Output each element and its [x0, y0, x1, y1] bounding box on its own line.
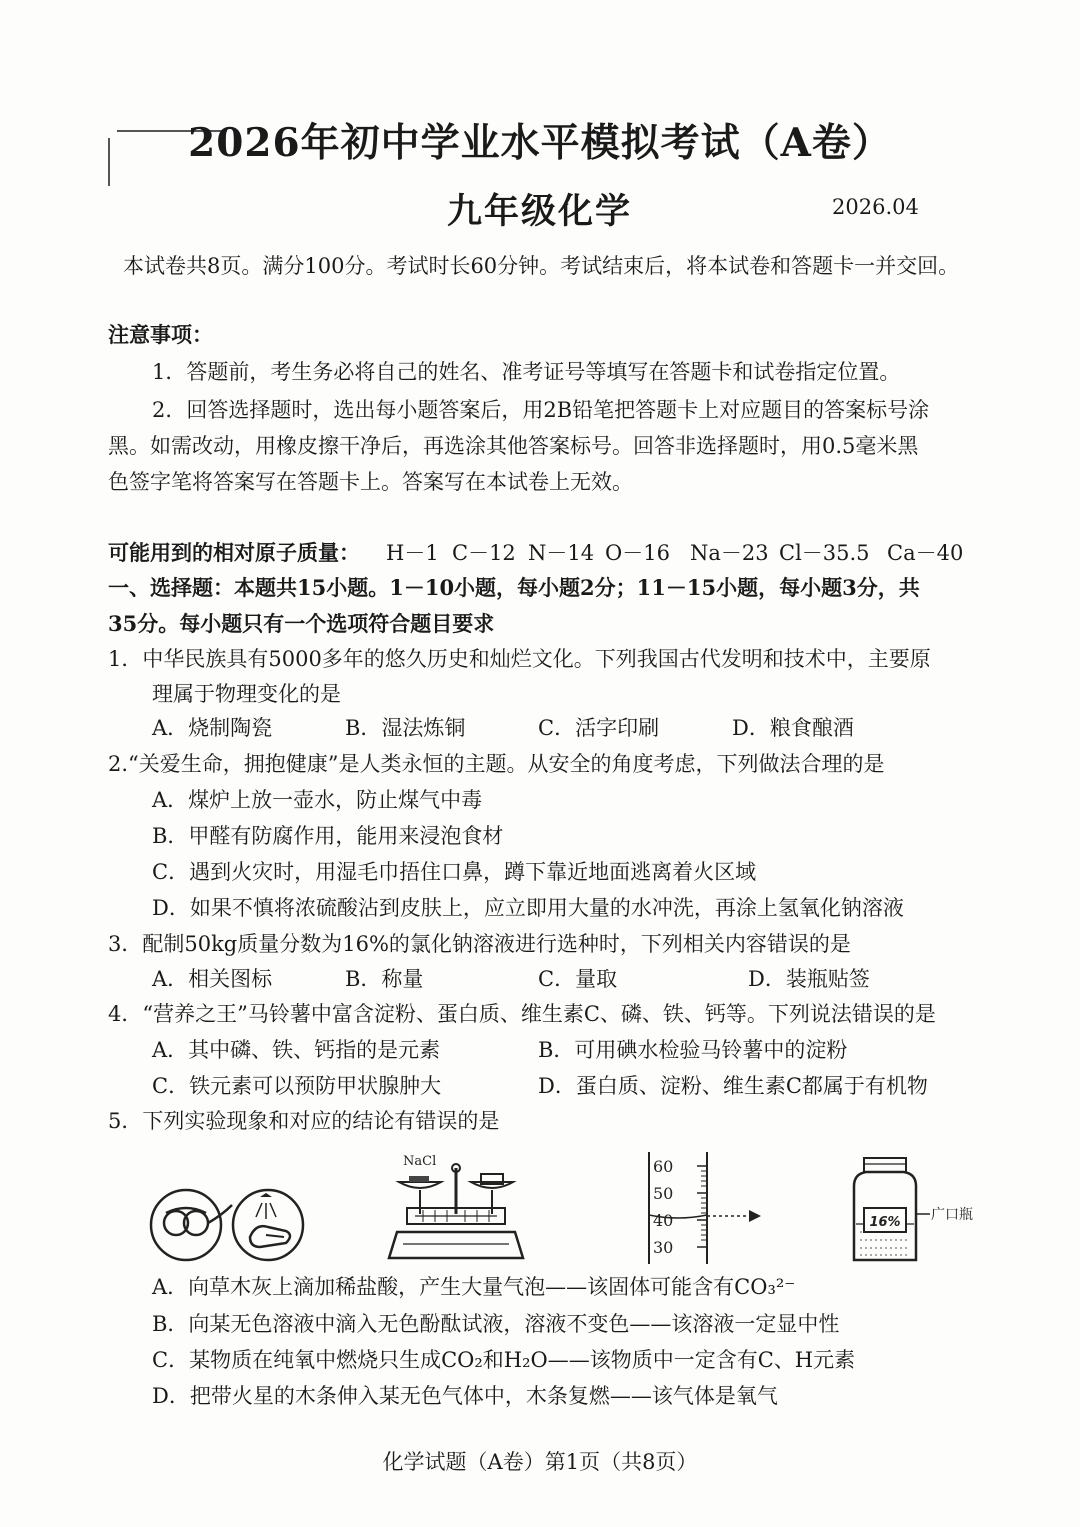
atomic-mass-c: C－12: [452, 541, 516, 565]
question-4-stem: 4．“营养之王”马铃薯中富含淀粉、蛋白质、维生素C、磷、铁、钙等。下列说法错误的是: [108, 1002, 936, 1026]
exam-title: 2026年初中学业水平模拟考试（A卷）: [188, 120, 892, 166]
question-2-stem: 2.“关爱生命，拥抱健康”是人类永恒的主题。从安全的角度考虑，下列做法合理的是: [108, 752, 885, 776]
question-3-option-c: C．量取: [538, 967, 618, 991]
question-1-stem-line-1: 1．中华民族具有5000多年的悠久历史和灿烂文化。下列我国古代发明和技术中，主要原: [108, 647, 931, 671]
section-1-heading-line-1: 一、选择题：本题共15小题。1－10小题，每小题2分；11－15小题，每小题3分，共: [108, 575, 920, 600]
question-1-option-d: D．粮食酿酒: [732, 716, 854, 740]
question-5-stem: 5．下列实验现象和对应的结论有错误的是: [108, 1109, 500, 1133]
question-5-option-c: C．某物质在纯氧中燃烧只生成CO₂和H₂O——该物质中一定含有C、H元素: [152, 1348, 856, 1372]
intro-text: 本试卷共8页。满分100分。考试时长60分钟。考试结束后，将本试卷和答题卡一并交回。: [123, 254, 960, 278]
question-4-option-a: A．其中磷、铁、钙指的是元素: [152, 1038, 441, 1062]
question-1-stem-line-2: 理属于物理变化的是: [152, 682, 341, 706]
atomic-mass-cl: Cl－35.5: [779, 541, 870, 565]
question-5-option-d: D．把带火星的木条伸入某无色气体中，木条复燃——该气体是氧气: [152, 1384, 778, 1408]
question-3-option-b: B．称量: [345, 967, 424, 991]
question-3-option-d: D．装瓶贴签: [748, 967, 870, 991]
question-2-option-a: A．煤炉上放一壶水，防止煤气中毒: [152, 788, 483, 812]
balance-icon: [389, 1164, 523, 1258]
question-4-option-d: D．蛋白质、淀粉、维生素C都属于有机物: [538, 1074, 928, 1098]
exam-date: 2026.04: [832, 195, 919, 219]
reagent-bottle-figure: [850, 1152, 980, 1270]
question-1-option-c: C．活字印刷: [538, 716, 660, 740]
cylinder-tick-50: 50: [653, 1184, 674, 1203]
question-4-option-c: C．铁元素可以预防甲状腺肿大: [152, 1074, 442, 1098]
question-4-option-b: B．可用碘水检验马铃薯中的淀粉: [538, 1038, 848, 1062]
question-2-option-d: D．如果不慎将浓硫酸沾到皮肤上，应立即用大量的水冲洗，再涂上氢氧化钠溶液: [152, 896, 904, 920]
atomic-mass-na: Na－23: [690, 541, 769, 565]
balance-nacl-label: NaCl: [403, 1154, 437, 1169]
atomic-mass-label: 可能用到的相对原子质量：: [108, 540, 360, 565]
question-5-option-a: A．向草木灰上滴加稀盐酸，产生大量气泡——该固体可能含有CO₃²⁻: [152, 1275, 796, 1299]
bottle-label-text: 16%: [869, 1215, 901, 1230]
note-item-2-line-2: 黑。如需改动，用橡皮擦干净后，再选涂其他答案标号。回答非选择题时，用0.5毫米黑: [108, 434, 919, 458]
hand-washing-icon: [233, 1190, 303, 1260]
atomic-mass-o: O－16: [605, 541, 670, 565]
notes-heading: 注意事项：: [108, 322, 213, 347]
note-item-1: 1．答题前，考生务必将自己的姓名、准考证号等填写在答题卡和试卷指定位置。: [152, 360, 901, 384]
question-2-option-c: C．遇到火灾时，用湿毛巾捂住口鼻，蹲下靠近地面逃离着火区域: [152, 860, 757, 884]
atomic-mass-ca: Ca－40: [887, 541, 964, 565]
cylinder-tick-60: 60: [653, 1157, 674, 1176]
balance-figure: [385, 1150, 525, 1268]
eye-protection-icon: [151, 1190, 232, 1260]
question-3-stem: 3．配制50kg质量分数为16%的氯化钠溶液进行选种时，下列相关内容错误的是: [108, 932, 851, 956]
question-2-option-b: B．甲醛有防腐作用，能用来浸泡食材: [152, 824, 504, 848]
safety-icons-figure: [148, 1185, 308, 1265]
cylinder-tick-30: 30: [653, 1238, 674, 1257]
atomic-mass-n: N－14: [528, 541, 595, 565]
bottle-callout-text: 广口瓶: [931, 1207, 973, 1223]
subject-title: 九年级化学: [447, 191, 633, 232]
atomic-mass-h: H－1: [386, 541, 439, 565]
cylinder-tick-40: 40: [653, 1211, 674, 1230]
page-footer: 化学试题（A卷）第1页（共8页）: [382, 1450, 698, 1474]
question-1-option-a: A．烧制陶瓷: [152, 716, 273, 740]
section-1-heading-line-2: 35分。每小题只有一个选项符合题目要求: [108, 611, 495, 636]
question-3-option-a: A．相关图标: [152, 967, 273, 991]
note-item-2-line-1: 2．回答选择题时，选出每小题答案后，用2B铅笔把答题卡上对应题目的答案标号涂: [152, 398, 930, 422]
reagent-bottle-icon: [854, 1158, 930, 1260]
graduated-cylinder-figure: [645, 1148, 770, 1270]
note-item-2-line-3: 色签字笔将答案写在答题卡上。答案写在本试卷上无效。: [108, 470, 633, 494]
question-1-option-b: B．湿法炼铜: [345, 716, 466, 740]
question-5-option-b: B．向某无色溶液中滴入无色酚酞试液，溶液不变色——该溶液一定显中性: [152, 1312, 840, 1336]
